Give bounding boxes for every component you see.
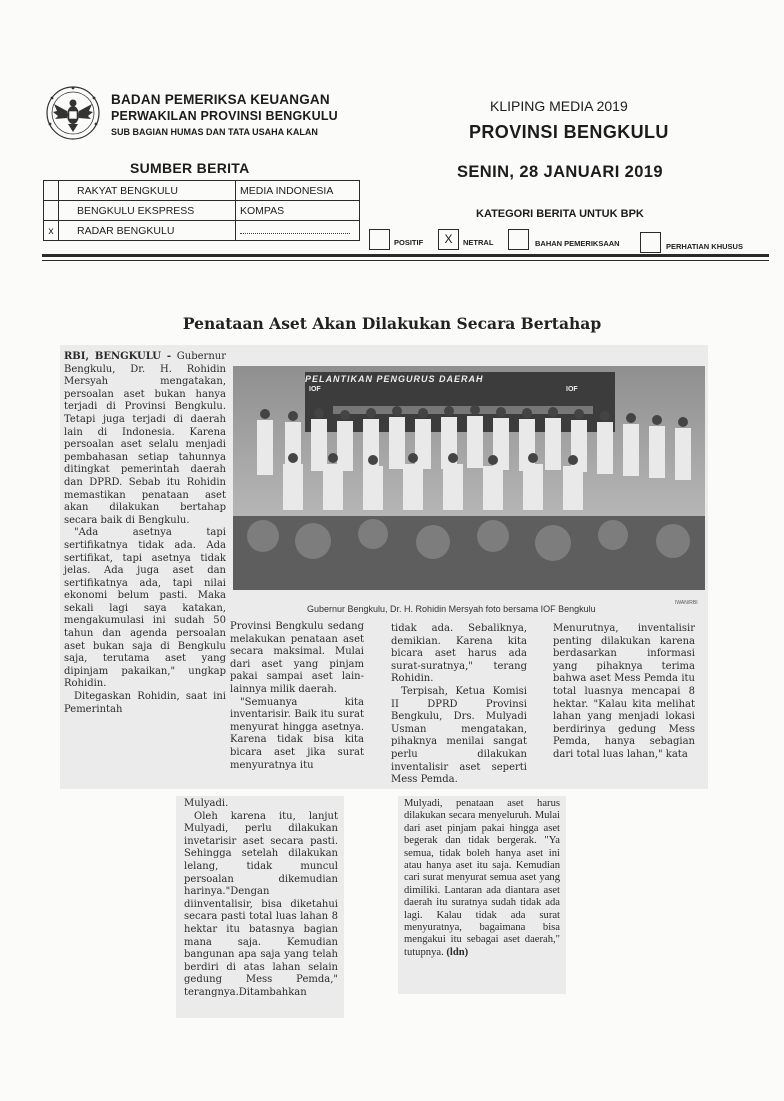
source-mark bbox=[44, 181, 59, 201]
paragraph-text: Mulyadi, penataan aset harus dilakukan secara menyeluruh. Mulai dari aset pinjam pakai hingga aset begerak dan tidak bergerak. "Ya semua, tidak boleh hanya aset ini atau hanya aset itu saja. Kemudian cari surat menyurat semua aset yang dimiliki. Lantaran ada diantara aset daerah itu suratnya sudah tidak ada lagi. Kalau tidak ada surat menyuratnya, bagaimana bisa mengakui itu sebagai aset daerah," tutupnya. bbox=[404, 798, 560, 958]
article-dateline: RBI, BENGKULU - bbox=[64, 351, 172, 362]
article-paragraph: Oleh karena itu, lanjut Mulyadi, perlu dilakukan invetarisir aset secara pasti. Sehingga setelah dilakukan lelang, tidak muncul persoalan dikemudian harinya."Dengan diinventalisir, bisa diketahui secara pasti total luas lahan 8 hektar itu batasnya bagian mana saja. Kemudian bangunan apa saja yang telah berdiri di atas lahan selain gedung Mess Pemda," terangnya.Ditambahkan bbox=[184, 810, 338, 998]
article-paragraph bbox=[64, 351, 226, 527]
checkbox-bahan-pemeriksaan[interactable] bbox=[508, 229, 529, 250]
garuda-seal-icon bbox=[44, 84, 102, 142]
article-photo bbox=[233, 366, 705, 590]
kliping-title: KLIPING MEDIA 2019 bbox=[490, 98, 628, 114]
article-column-3 bbox=[391, 623, 527, 787]
article-headline: Penataan Aset Akan Dilakukan Secara Bertahap bbox=[182, 314, 602, 333]
checkbox-positif[interactable] bbox=[369, 229, 390, 250]
dotted-blank-line bbox=[240, 225, 350, 234]
checkbox-label-perhatian-khusus: PERHATIAN KHUSUS bbox=[666, 242, 743, 251]
source-mark: x bbox=[44, 221, 59, 241]
header-divider bbox=[42, 254, 769, 257]
source-mark bbox=[44, 201, 59, 221]
article-paragraph: tidak ada. Sebaliknya, demikian. Karena kita bicara aset harus ada surat-suratnya," terang Rohidin. bbox=[391, 623, 527, 685]
source-name: RADAR BENGKULU bbox=[59, 221, 236, 241]
article-column-5 bbox=[184, 798, 338, 1000]
org-name: BADAN PEMERIKSA KEUANGAN bbox=[111, 92, 330, 107]
article-signoff: (ldn) bbox=[446, 946, 469, 958]
org-sub: PERWAKILAN PROVINSI BENGKULU bbox=[111, 109, 338, 123]
table-row bbox=[44, 221, 360, 241]
photo-caption: Gubernur Bengkulu, Dr. H. Rohidin Mersyah foto bersama IOF Bengkulu bbox=[307, 604, 596, 614]
table-row bbox=[44, 181, 360, 201]
article-column-4 bbox=[553, 623, 695, 762]
source-name: MEDIA INDONESIA bbox=[236, 181, 360, 201]
sumber-berita-table bbox=[43, 180, 360, 241]
photo-logo-left: IOF bbox=[309, 386, 321, 393]
sumber-berita-title: SUMBER BERITA bbox=[130, 160, 250, 176]
checkbox-perhatian-khusus[interactable] bbox=[640, 232, 661, 253]
table-row bbox=[44, 201, 360, 221]
org-unit: SUB BAGIAN HUMAS DAN TATA USAHA KALAN bbox=[111, 127, 318, 137]
photo-credit: IWAN/RBI bbox=[675, 600, 698, 606]
article-column-1 bbox=[64, 351, 226, 716]
checkbox-label-netral: NETRAL bbox=[463, 238, 494, 247]
source-name: KOMPAS bbox=[236, 201, 360, 221]
photo-banner-text: PELANTIKAN PENGURUS DAERAH bbox=[305, 374, 484, 384]
checkbox-label-positif: POSITIF bbox=[394, 238, 424, 247]
paragraph-text: Gubernur Bengkulu, Dr. H. Rohidin Mersyah mengatakan, persoalan aset bukan hanya terjadi di Provinsi Bengkulu. Tetapi juga terjadi di daerah lain di Indonesia. Karena persoalan aset selalu menjadi pembahasan setiap tahunnya ditingkat pemerintah daerah dan DPRD. Sebab itu Rohidin memastikan penataan aset akan dilakukan bertahap secara baik di Bengkulu. bbox=[64, 351, 226, 526]
source-name: BENGKULU EKSPRESS bbox=[59, 201, 236, 221]
source-name: RAKYAT BENGKULU bbox=[59, 181, 236, 201]
article-paragraph: Ditegaskan Rohidin, saat ini Pemerintah bbox=[64, 691, 226, 715]
photo-logo-right: IOF bbox=[566, 386, 578, 393]
source-blank bbox=[236, 221, 360, 241]
article-paragraph: Mulyadi. bbox=[184, 798, 229, 809]
article-paragraph bbox=[404, 798, 560, 959]
article-column-6 bbox=[404, 798, 560, 959]
header-divider-thin bbox=[42, 260, 769, 261]
article-paragraph: "Ada asetnya tapi sertifikatnya tidak ada. Ada sertifikat, tapi asetnya tidak jelas. Ada juga aset dan sertifikatnya ada, tapi nilai ekonomi belum pasti. Maka sekali lagi saya katakan, mengakumulasi ini sudah 50 tahun dan agenda persoalan aset bukan saja di Bengkulu saja, terutama aset yang dipinjam pakaikan," ungkap Rohidin. bbox=[64, 527, 226, 690]
kategori-title: KATEGORI BERITA UNTUK BPK bbox=[476, 208, 644, 220]
article-paragraph: "Semuanya kita inventarisir. Baik itu surat menyurat hingga asetnya. Karena tidak bisa kita bicara aset jika surat menyuratnya itu bbox=[230, 696, 364, 771]
province-title: PROVINSI BENGKULU bbox=[469, 122, 669, 142]
article-column-2 bbox=[230, 621, 364, 772]
article-paragraph: Terpisah, Ketua Komisi II DPRD Provinsi Bengkulu, Drs. Mulyadi Usman mengatakan, pihaknya menilai sangat perlu dilakukan inventalisir aset seperti Mess Pemda. bbox=[391, 685, 527, 786]
article-paragraph: Provinsi Bengkulu sedang melakukan penataan aset secara maksimal. Mulai dari aset yang pinjam pakai sampai aset lain-lainnya milik daerah. bbox=[230, 621, 364, 695]
checkbox-netral[interactable]: X bbox=[438, 229, 459, 250]
checkbox-label-bahan-pemeriksaan: BAHAN PEMERIKSAAN bbox=[535, 239, 620, 248]
article-paragraph: Menurutnya, inventalisir penting dilakukan karena berdasarkan informasi yang pihaknya terima bahwa aset Mess Pemda itu total luasnya mencapai 8 hektar. "Kalau kita melihat lahan yang menjadi lokasi berdirinya gedung Mess Pemda, hanya sebagian dari total luas lahan," kata bbox=[553, 623, 695, 760]
publication-date: SENIN, 28 JANUARI 2019 bbox=[457, 163, 663, 181]
